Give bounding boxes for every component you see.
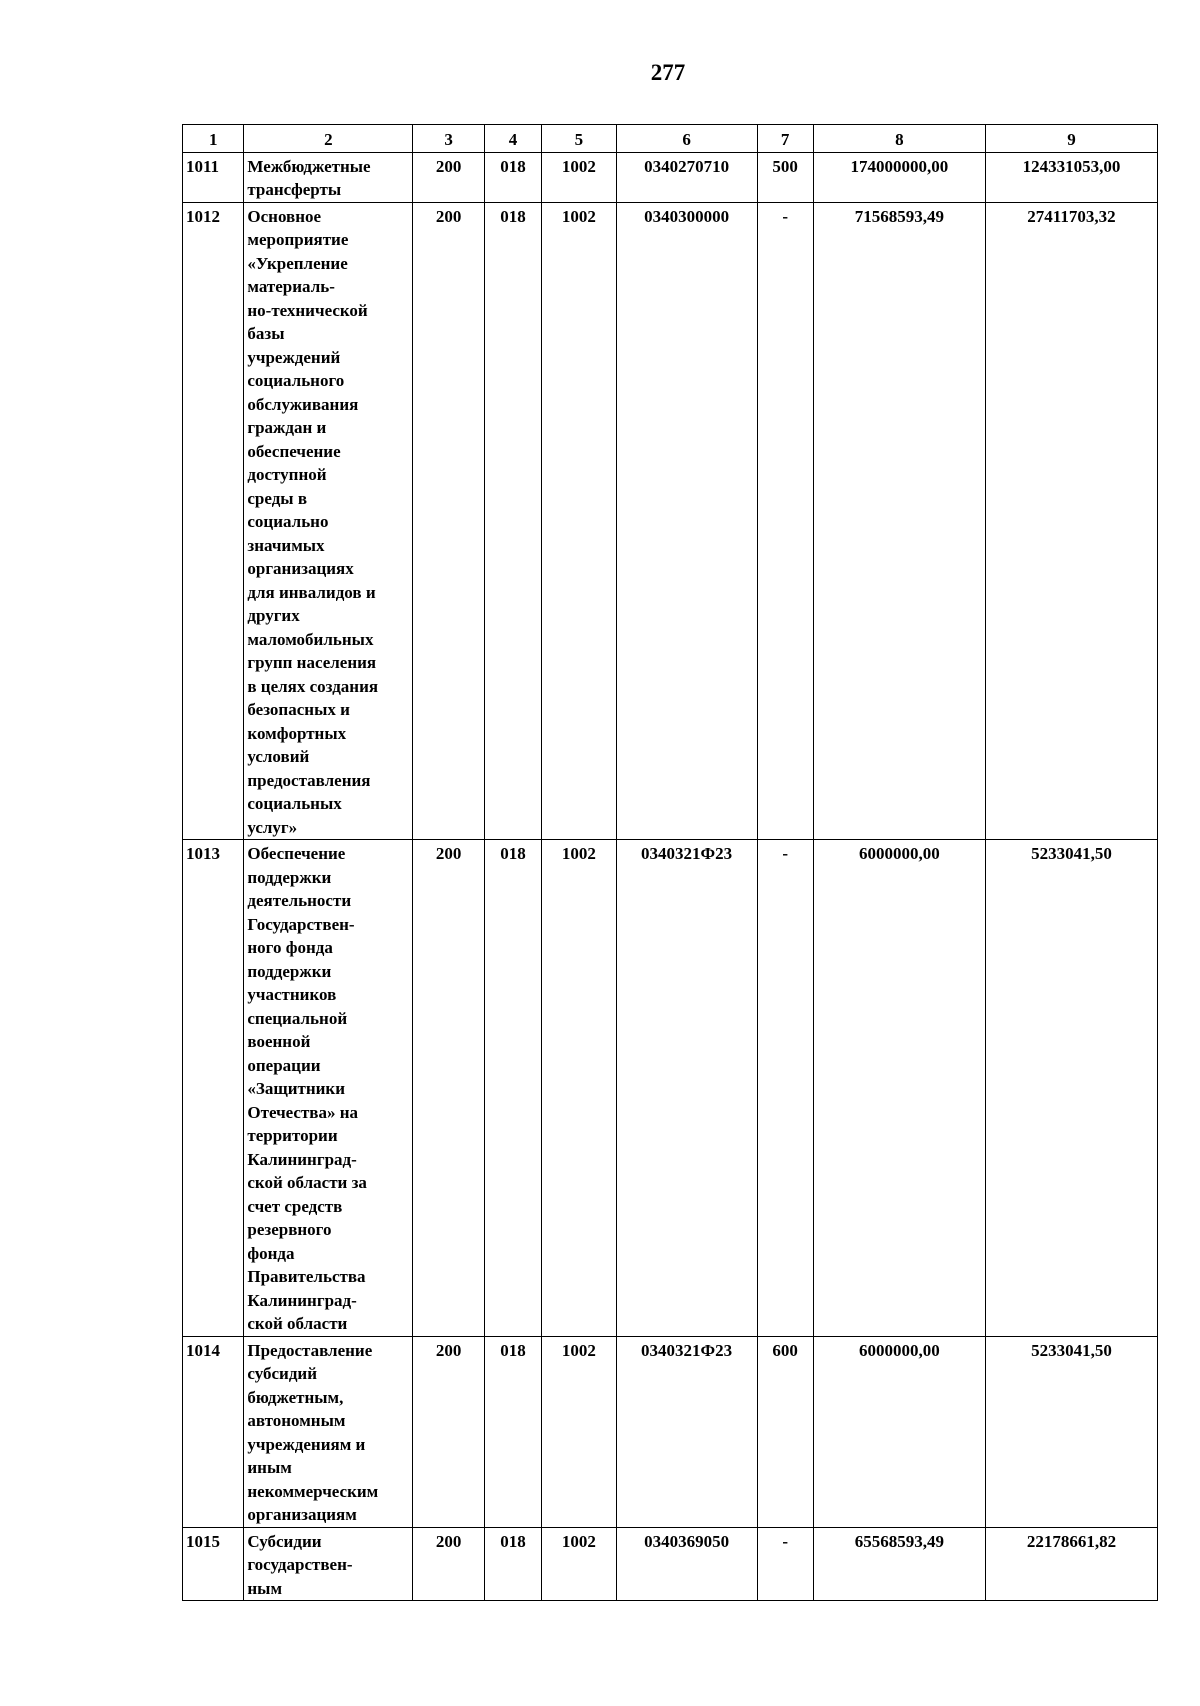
ministry-code-cell: 018	[484, 152, 541, 202]
item-name-line: учреждениям и	[247, 1434, 366, 1454]
item-name-line: бюджетным,	[247, 1387, 344, 1407]
expense-type-cell: -	[757, 1527, 813, 1601]
item-name-line: групп населения	[247, 653, 377, 672]
target-item-code-cell: 0340300000	[616, 202, 757, 840]
item-name-line: условий	[247, 747, 310, 766]
section-code-cell: 1002	[542, 1336, 616, 1527]
table-row	[183, 840, 1158, 1337]
item-name-line: социальных	[247, 794, 342, 813]
target-item-code-cell: 0340321Ф23	[616, 840, 757, 1337]
table-body	[183, 152, 1158, 1601]
column-header-3: 3	[413, 125, 484, 153]
item-name-line: государствен-	[247, 1555, 353, 1574]
row-number-cell: 1011	[183, 152, 244, 202]
item-name-line: ным	[247, 1578, 283, 1598]
item-name-line: других	[247, 606, 300, 625]
item-name-line: Государствен-	[247, 914, 355, 934]
row-number-cell: 1015	[183, 1527, 244, 1601]
executed-amount-cell: 124331053,00	[985, 152, 1157, 202]
planned-amount-cell: 65568593,49	[813, 1527, 985, 1601]
item-name-line: Основное	[247, 206, 322, 226]
planned-amount-cell: 6000000,00	[813, 840, 985, 1337]
planned-amount-cell: 71568593,49	[813, 202, 985, 840]
item-name-line: материаль-	[247, 277, 335, 296]
item-name-line: мероприятие	[247, 230, 349, 249]
admin-code-cell: 200	[413, 202, 484, 840]
ministry-code-cell: 018	[484, 1527, 541, 1601]
item-name-line: участников	[247, 985, 337, 1004]
admin-code-cell: 200	[413, 152, 484, 202]
admin-code-cell: 200	[413, 840, 484, 1337]
item-name-line: счет средств	[247, 1196, 343, 1216]
header-row	[183, 125, 1158, 153]
table-row	[183, 152, 1158, 202]
item-name-line: автономным	[247, 1411, 346, 1430]
item-name-line: Калининград-	[247, 1149, 357, 1169]
item-name-line: в целях создания	[247, 676, 379, 696]
item-name-line: но-технической	[247, 300, 368, 320]
item-name-line: Калининград-	[247, 1290, 357, 1310]
item-name-line: организациях	[247, 559, 354, 578]
section-code-cell: 1002	[542, 202, 616, 840]
column-header-5: 5	[542, 125, 616, 153]
column-header-2: 2	[244, 125, 413, 153]
table-row	[183, 1527, 1158, 1601]
expense-type-cell: 600	[757, 1336, 813, 1527]
item-name-line: «Укрепление	[247, 253, 348, 273]
table-row	[183, 202, 1158, 840]
executed-amount-cell: 27411703,32	[985, 202, 1157, 840]
column-header-8: 8	[813, 125, 985, 153]
item-name-cell	[244, 1336, 413, 1527]
section-code-cell: 1002	[542, 1527, 616, 1601]
target-item-code-cell: 0340369050	[616, 1527, 757, 1601]
item-name-line: деятельности	[247, 891, 352, 910]
item-name-line: социального	[247, 371, 345, 390]
item-name-line: обеспечение	[247, 441, 341, 461]
item-name-cell	[244, 152, 413, 202]
item-name-line: поддержки	[247, 961, 332, 981]
target-item-code-cell: 0340270710	[616, 152, 757, 202]
item-name-line: организациям	[247, 1505, 357, 1524]
admin-code-cell: 200	[413, 1336, 484, 1527]
column-header-4: 4	[484, 125, 541, 153]
item-name-line: трансферты	[247, 180, 342, 199]
expense-type-cell: -	[757, 840, 813, 1337]
item-name-line: иным	[247, 1458, 292, 1477]
item-name-line: социально	[247, 512, 329, 531]
item-name-line: ного фонда	[247, 938, 333, 957]
column-header-6: 6	[616, 125, 757, 153]
item-name-line: предоставления	[247, 770, 371, 790]
expense-type-cell: -	[757, 202, 813, 840]
executed-amount-cell: 5233041,50	[985, 840, 1157, 1337]
item-name-line: услуг»	[247, 817, 298, 837]
item-name-line: ской области за	[247, 1173, 367, 1192]
item-name-line: Правительства	[247, 1267, 366, 1286]
row-number-cell: 1014	[183, 1336, 244, 1527]
section-code-cell: 1002	[542, 840, 616, 1337]
executed-amount-cell: 22178661,82	[985, 1527, 1157, 1601]
item-name-line: Отечества» на	[247, 1102, 359, 1122]
item-name-line: поддержки	[247, 867, 332, 887]
item-name-line: доступной	[247, 465, 327, 484]
row-number-cell: 1013	[183, 840, 244, 1337]
planned-amount-cell: 6000000,00	[813, 1336, 985, 1527]
item-name-line: Межбюджетные	[247, 156, 371, 176]
row-number-cell: 1012	[183, 202, 244, 840]
executed-amount-cell: 5233041,50	[985, 1336, 1157, 1527]
section-code-cell: 1002	[542, 152, 616, 202]
item-name-line: Обеспечение	[247, 844, 346, 863]
column-header-1: 1	[183, 125, 244, 153]
page-number: 277	[650, 60, 686, 85]
item-name-line: территории	[247, 1126, 338, 1145]
column-header-9: 9	[985, 125, 1157, 153]
ministry-code-cell: 018	[484, 840, 541, 1337]
item-name-line: военной	[247, 1032, 311, 1051]
item-name-line: комфортных	[247, 723, 347, 743]
budget-table	[182, 124, 1158, 1601]
item-name-line: Предоставление	[247, 1340, 373, 1360]
item-name-line: фонда	[247, 1243, 295, 1263]
item-name-line: Субсидии	[247, 1531, 322, 1551]
item-name-line: специальной	[247, 1008, 348, 1028]
item-name-line: субсидий	[247, 1364, 318, 1383]
item-name-line: ской области	[247, 1314, 348, 1333]
item-name-cell	[244, 202, 413, 840]
item-name-line: граждан и	[247, 418, 327, 437]
item-name-line: операции	[247, 1055, 321, 1075]
item-name-line: значимых	[247, 535, 325, 555]
admin-code-cell: 200	[413, 1527, 484, 1601]
item-name-cell	[244, 1527, 413, 1601]
item-name-line: среды в	[247, 488, 307, 508]
ministry-code-cell: 018	[484, 202, 541, 840]
planned-amount-cell: 174000000,00	[813, 152, 985, 202]
target-item-code-cell: 0340321Ф23	[616, 1336, 757, 1527]
item-name-line: некоммерческим	[247, 1481, 379, 1501]
item-name-cell	[244, 840, 413, 1337]
item-name-line: «Защитники	[247, 1079, 346, 1098]
ministry-code-cell: 018	[484, 1336, 541, 1527]
item-name-line: маломобильных	[247, 629, 374, 649]
item-name-line: для инвалидов и	[247, 582, 376, 602]
item-name-line: резервного	[247, 1220, 332, 1239]
item-name-line: безопасных и	[247, 700, 350, 719]
column-header-7: 7	[757, 125, 813, 153]
item-name-line: учреждений	[247, 347, 341, 367]
expense-type-cell: 500	[757, 152, 813, 202]
table-row	[183, 1336, 1158, 1527]
item-name-line: базы	[247, 324, 285, 343]
item-name-line: обслуживания	[247, 394, 359, 414]
